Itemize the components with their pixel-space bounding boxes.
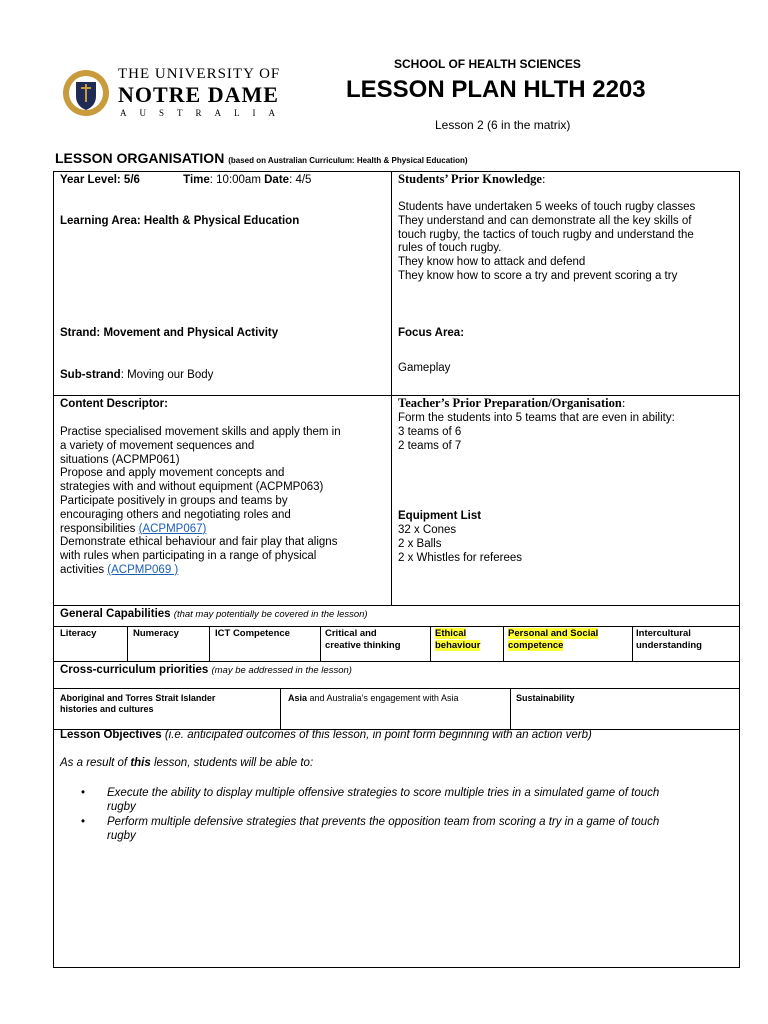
general-capabilities-heading: General Capabilities (that may potentially be covered in the lesson) — [60, 608, 368, 620]
cross-asia: Asia and Australia’s engagement with Asia — [288, 693, 459, 703]
date-value: : 4/5 — [289, 174, 312, 186]
objectives-intro: As a result of this lesson, students will be able to: — [60, 757, 314, 769]
prior-knowledge-line: rules of touch rugby. — [398, 242, 502, 255]
acpmp069-link[interactable]: (ACPMP069 ) — [107, 563, 179, 576]
university-name-line3: AUSTRALIA — [120, 108, 288, 118]
capability-ethical-behaviour: Ethical behaviour — [435, 628, 481, 651]
prior-knowledge-line: Students have undertaken 5 weeks of touch rugby classes — [398, 201, 696, 213]
content-line: a variety of movement sequences and — [60, 439, 255, 452]
cross-aboriginal: Aboriginal and Torres Strait Islander histories and cultures — [60, 693, 216, 714]
year-level-label: Year Level: — [60, 174, 121, 186]
cross-curriculum-heading: Cross-curriculum priorities (may be addressed in the lesson) — [60, 664, 352, 676]
content-line: Participate positively in groups and teams by — [60, 494, 288, 507]
capability-intercultural: Intercultural understanding — [636, 628, 702, 651]
capability-numeracy: Numeracy — [133, 628, 179, 639]
objective-item: • Execute the ability to display multiple offensive strategies to score multiple tries in a simulated game of touch rugby — [81, 786, 659, 814]
content-line: activities (ACPMP069 ) — [60, 563, 179, 576]
prior-knowledge-line: They know how to score a try and prevent scoring a try — [398, 269, 678, 282]
content-line: Practise specialised movement skills and apply them in — [60, 426, 341, 438]
prior-knowledge-label: Students’ Prior Knowledge: — [398, 172, 546, 186]
time-label: Time — [183, 174, 210, 186]
sub-strand — [60, 369, 213, 383]
university-crest-icon — [62, 68, 110, 118]
preparation-line: 2 teams of 7 — [398, 439, 462, 452]
content-line: encouraging others and negotiating roles and — [60, 508, 291, 521]
equipment-item: 32 x Cones — [398, 524, 457, 536]
year-time-date — [60, 174, 311, 188]
cross-sustainability: Sustainability — [516, 693, 575, 703]
preparation-line: Form the students into 5 teams that are even in ability: — [398, 412, 675, 424]
equipment-item: 2 x Whistles for referees — [398, 551, 522, 564]
capability-literacy: Literacy — [60, 628, 97, 639]
university-name-line2: NOTRE DAME — [118, 82, 279, 107]
content-descriptor-text — [60, 426, 341, 578]
preparation-line: 3 teams of 6 — [398, 425, 462, 438]
prior-knowledge-line: They know how to attack and defend — [398, 256, 586, 269]
content-line: with rules when participating in a range of physical — [60, 550, 317, 563]
equipment-list — [398, 524, 522, 565]
prior-knowledge-text — [398, 201, 695, 284]
date-label: Date — [264, 174, 290, 186]
focus-area-value: Gameplay — [398, 362, 451, 374]
content-line: Demonstrate ethical behaviour and fair play that aligns — [60, 536, 338, 549]
year-level-value: 5/6 — [120, 174, 140, 186]
lesson-objectives-heading: Lesson Objectives (i.e. anticipated outcomes of this lesson, in point form beginning with an action verb) — [60, 729, 592, 741]
content-line: responsibilities (ACPMP067) — [60, 522, 207, 535]
prior-knowledge-line: touch rugby, the tactics of touch rugby and understand the — [398, 228, 694, 241]
content-descriptor-label: Content Descriptor: — [60, 398, 168, 410]
org-title: LESSON ORGANISATION — [55, 150, 225, 166]
section-title — [55, 150, 468, 166]
preparation-text — [398, 412, 675, 453]
capability-personal-social: Personal and Social competence — [508, 628, 599, 651]
page-title: LESSON PLAN HLTH 2203 — [346, 76, 646, 103]
org-note: (based on Australian Curriculum: Health & Physical Education) — [228, 156, 468, 165]
learning-area: Learning Area: Health & Physical Education — [60, 215, 300, 227]
strand: Strand: Movement and Physical Activity — [60, 327, 279, 339]
equipment-label: Equipment List — [398, 510, 482, 522]
school-name: SCHOOL OF HEALTH SCIENCES — [394, 57, 581, 71]
focus-area-label: Focus Area: — [398, 327, 465, 339]
prior-knowledge-line: They understand and can demonstrate all the key skills of — [398, 214, 692, 227]
content-line: Propose and apply movement concepts and — [60, 467, 285, 480]
preparation-label: Teacher’s Prior Preparation/Organisation: — [398, 396, 626, 410]
capability-ict: ICT Competence — [215, 628, 290, 639]
acpmp067-link[interactable]: (ACPMP067) — [138, 522, 207, 535]
objective-item: • Perform multiple defensive strategies that prevents the opposition team from scoring a try in a game of touch rugby — [81, 815, 659, 843]
sub-strand-value: : Moving our Body — [120, 369, 214, 381]
lesson-number: Lesson 2 (6 in the matrix) — [435, 118, 571, 132]
content-line: strategies with and without equipment (ACPMP063) — [60, 481, 324, 494]
sub-strand-label: Sub-strand — [60, 369, 121, 381]
university-name-line1: THE UNIVERSITY OF — [118, 66, 281, 82]
equipment-item: 2 x Balls — [398, 537, 442, 550]
objectives-list — [81, 786, 659, 844]
time-value: : 10:00am — [209, 174, 261, 186]
capability-critical-thinking: Critical and creative thinking — [325, 628, 401, 651]
content-line: situations (ACPMP061) — [60, 453, 180, 466]
